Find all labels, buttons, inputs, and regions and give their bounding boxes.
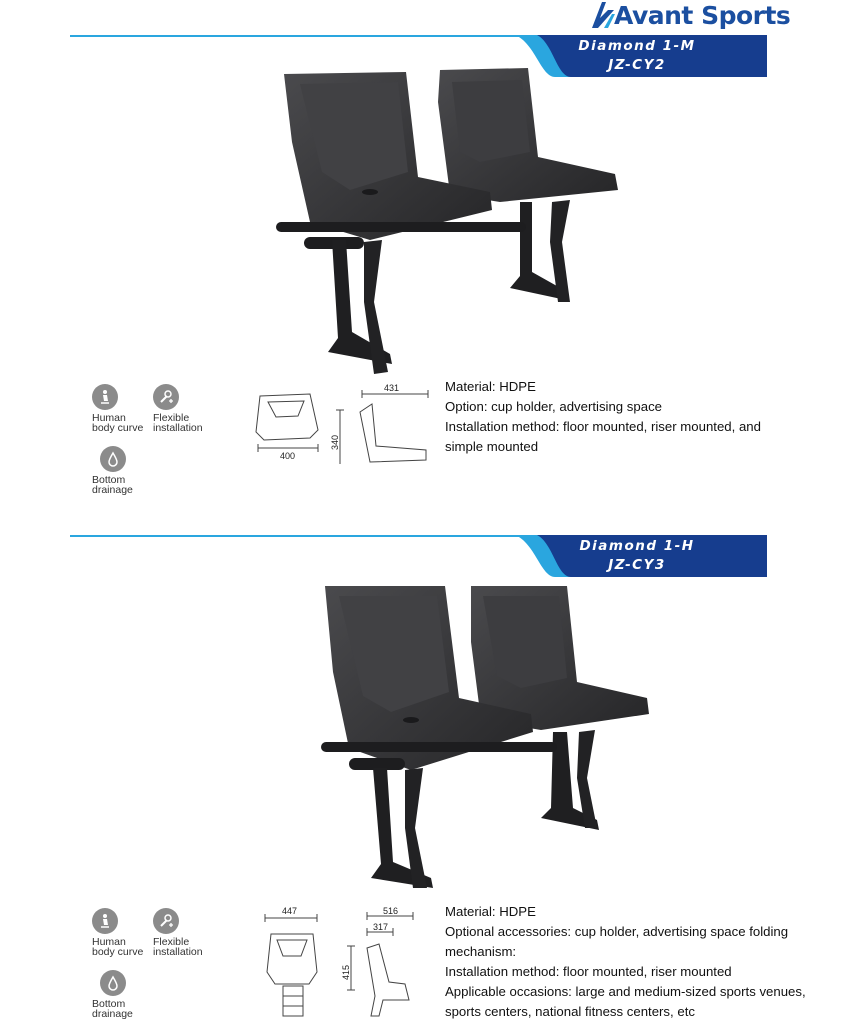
wrench-plus-icon [153,384,179,410]
feature-label: body curve [92,422,144,434]
drop-icon [100,446,126,472]
dim-width: 400 [280,451,296,461]
feature-label: Bottom [92,998,126,1010]
dim-depth-total: 516 [383,906,399,916]
dimension-drawing [255,904,440,1024]
feature-label: Flexible [153,936,190,948]
dim-height: 415 [341,964,351,980]
feature-label: body curve [92,946,144,958]
spec-material: Material: HDPE [445,904,536,919]
feature-label: Flexible [153,412,190,424]
product-code: JZ-CY3 [608,557,666,573]
feature-human-body-curve [92,908,158,957]
product-name: Diamond 1-M [578,38,696,54]
product-banner [515,535,767,577]
product-photo [315,582,655,892]
feature-flexible-installation [153,384,219,433]
feature-bottom-drainage [92,970,166,1020]
product-code: JZ-CY2 [608,57,666,73]
person-seat-icon [92,908,118,934]
spec-list [445,902,810,1022]
dim-depth: 431 [384,384,400,393]
feature-label: Bottom [92,474,126,486]
spec-material: Material: HDPE [445,379,536,394]
brand-name: Avant Sports [614,0,791,30]
feature-bottom-drainage [92,446,166,496]
feature-label: Human [92,936,126,948]
spec-accessories: Optional accessories: cup holder, advertising space folding mechanism: [445,924,789,959]
product-name: Diamond 1-H [579,538,695,554]
product-photo [270,62,630,382]
feature-label: drainage [92,484,133,496]
brand-logo [590,0,790,30]
dim-width: 447 [282,906,298,916]
dim-height: 340 [330,434,340,450]
spec-list [445,377,785,457]
spec-occasions: Applicable occasions: large and medium-sized sports venues, sports centers, national fitness centers, etc [445,984,806,1019]
spec-installation: Installation method: floor mounted, riser mounted, and simple mounted [445,419,761,454]
feature-flexible-installation [153,908,219,957]
feature-human-body-curve [92,384,158,433]
dimension-drawing [250,384,440,464]
drop-icon [100,970,126,996]
dim-depth-seat: 317 [373,922,389,932]
feature-label: installation [153,946,203,958]
feature-label: drainage [92,1008,133,1020]
feature-label: Human [92,412,126,424]
wrench-plus-icon [153,908,179,934]
brand-mark-icon [590,0,616,30]
person-seat-icon [92,384,118,410]
spec-installation: Installation method: floor mounted, riser mounted [445,964,732,979]
spec-option: Option: cup holder, advertising space [445,399,662,414]
feature-label: installation [153,422,203,434]
